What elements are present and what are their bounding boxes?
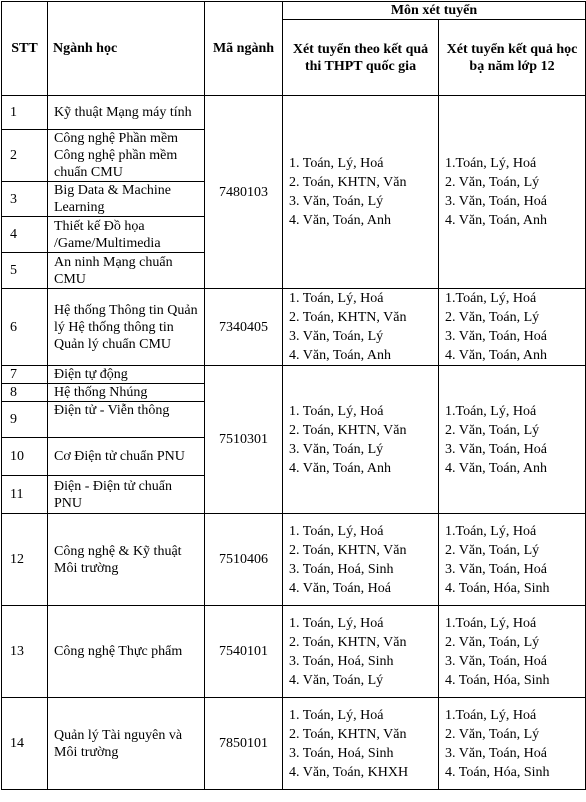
combo: 4. Văn, Toán, Lý	[289, 672, 384, 688]
row-nganh: Quản lý Tài nguyên và Môi trường	[48, 698, 205, 790]
combo: 1.Toán, Lý, Hoá	[445, 707, 537, 723]
row-stt: 1	[2, 96, 48, 130]
combo: 1. Toán, Lý, Hoá	[289, 523, 384, 539]
row-nganh: Thiết kế Đồ họa /Game/Multimedia	[48, 217, 205, 253]
row-stt: 7	[2, 366, 48, 384]
row-nganh: Hệ thống Nhúng	[48, 384, 205, 402]
row-stt: 8	[2, 384, 48, 402]
combo: 3. Toán, Hoá, Sinh	[289, 745, 394, 761]
row-stt: 10	[2, 438, 48, 476]
combo: 1. Toán, Lý, Hoá	[289, 403, 384, 419]
combo: 1. Toán, Lý, Hoá	[289, 291, 384, 306]
combo: 1.Toán, Lý, Hoá	[445, 523, 537, 539]
combo: 3. Văn, Toán, Lý	[289, 441, 384, 457]
combo: 2. Văn, Toán, Lý	[445, 726, 540, 742]
row-stt: 5	[2, 253, 48, 289]
combo: 2. Toán, KHTN, Văn	[289, 634, 407, 650]
combo: 1. Toán, Lý, Hoá	[289, 707, 384, 723]
thpt-combos	[283, 96, 439, 289]
row-nganh: Hệ thống Thông tin Quản lý Hệ thống thông tin Quản lý chuẩn CMU	[48, 289, 205, 366]
combo: 1.Toán, Lý, Hoá	[445, 403, 537, 419]
row-stt: 2	[2, 130, 48, 182]
combo: 2. Toán, KHTN, Văn	[289, 542, 407, 558]
header-ma: Mã ngành	[205, 2, 283, 96]
hocba-combos	[439, 698, 586, 790]
combo: 1.Toán, Lý, Hoá	[445, 291, 537, 306]
thpt-combos	[283, 514, 439, 606]
combo: 2. Văn, Toán, Lý	[445, 542, 540, 558]
row-nganh: Điện - Điện tử chuẩn PNU	[48, 476, 205, 514]
thpt-combos	[283, 366, 439, 514]
combo: 4. Văn, Toán, Anh	[289, 213, 391, 228]
combo: 4. Văn, Toán, Anh	[445, 213, 547, 228]
combo: 2. Văn, Toán, Lý	[445, 310, 540, 325]
header-mon: Môn xét tuyển	[283, 2, 586, 20]
combo: 4. Văn, Toán, Anh	[289, 460, 391, 476]
combo: 2. Toán, KHTN, Văn	[289, 310, 407, 325]
combo: 4. Văn, Toán, Anh	[445, 348, 547, 363]
row-ma: 7510406	[205, 514, 283, 606]
combo: 1.Toán, Lý, Hoá	[445, 615, 537, 631]
row-nganh: Công nghệ Thực phẩm	[48, 606, 205, 698]
row-nganh: Điện tử - Viễn thông	[48, 402, 205, 438]
combo: 4. Toán, Hóa, Sinh	[445, 672, 550, 688]
row-stt: 13	[2, 606, 48, 698]
row-nganh: Cơ Điện tử chuẩn PNU	[48, 438, 205, 476]
combo: 2. Văn, Toán, Lý	[445, 175, 540, 190]
row-nganh: Công nghệ & Kỹ thuật Môi trường	[48, 514, 205, 606]
combo: 2. Toán, KHTN, Văn	[289, 175, 407, 190]
hocba-combos	[439, 606, 586, 698]
hocba-combos	[439, 514, 586, 606]
combo: 4. Văn, Toán, Anh	[445, 460, 547, 476]
row-nganh: Big Data & Machine Learning	[48, 182, 205, 217]
combo: 4. Văn, Toán, Hoá	[289, 580, 391, 596]
combo: 3. Văn, Toán, Hoá	[445, 441, 547, 457]
combo: 4. Toán, Hóa, Sinh	[445, 580, 550, 596]
hocba-combos	[439, 366, 586, 514]
combo: 3. Văn, Toán, Hoá	[445, 653, 547, 669]
row-nganh: An ninh Mạng chuẩn CMU	[48, 253, 205, 289]
row-nganh: Công nghệ Phần mềm Công nghệ phần mềm chuẩn CMU	[48, 130, 205, 182]
row-stt: 14	[2, 698, 48, 790]
combo: 4. Toán, Hóa, Sinh	[445, 764, 550, 780]
combo: 2. Văn, Toán, Lý	[445, 422, 540, 438]
combo: 3. Văn, Toán, Hoá	[445, 194, 547, 209]
row-ma: 7850101	[205, 698, 283, 790]
row-stt: 3	[2, 182, 48, 217]
combo: 4. Văn, Toán, KHXH	[289, 764, 409, 780]
combo: 1.Toán, Lý, Hoá	[445, 156, 537, 171]
thpt-combos	[283, 289, 439, 366]
row-ma: 7510301	[205, 366, 283, 514]
combo: 3. Văn, Toán, Hoá	[445, 745, 547, 761]
row-nganh: Điện tự động	[48, 366, 205, 384]
row-stt: 11	[2, 476, 48, 514]
combo: 1. Toán, Lý, Hoá	[289, 156, 384, 171]
combo: 2. Toán, KHTN, Văn	[289, 422, 407, 438]
combo: 3. Toán, Hoá, Sinh	[289, 653, 394, 669]
row-stt: 9	[2, 402, 48, 438]
header-thpt: Xét tuyển theo kết quả thi THPT quốc gia	[283, 20, 439, 96]
combo: 3. Văn, Toán, Hoá	[445, 329, 547, 344]
combo: 4. Văn, Toán, Anh	[289, 348, 391, 363]
hocba-combos	[439, 96, 586, 289]
combo: 2. Văn, Toán, Lý	[445, 634, 540, 650]
combo: 1. Toán, Lý, Hoá	[289, 615, 384, 631]
row-ma: 7540101	[205, 606, 283, 698]
header-nganh: Ngành học	[48, 2, 205, 96]
combo: 3. Văn, Toán, Lý	[289, 194, 384, 209]
row-ma: 7340405	[205, 289, 283, 366]
header-hocba: Xét tuyển kết quả học bạ năm lớp 12	[439, 20, 586, 96]
combo: 3. Văn, Toán, Lý	[289, 329, 384, 344]
combo: 3. Văn, Toán, Hoá	[445, 561, 547, 577]
admission-table	[1, 1, 586, 790]
row-stt: 12	[2, 514, 48, 606]
header-stt: STT	[2, 2, 48, 96]
thpt-combos	[283, 606, 439, 698]
row-ma: 7480103	[205, 96, 283, 289]
combo: 2. Toán, KHTN, Văn	[289, 726, 407, 742]
row-stt: 6	[2, 289, 48, 366]
row-nganh: Kỹ thuật Mạng máy tính	[48, 96, 205, 130]
combo: 3. Toán, Hoá, Sinh	[289, 561, 394, 577]
row-stt: 4	[2, 217, 48, 253]
thpt-combos	[283, 698, 439, 790]
hocba-combos	[439, 289, 586, 366]
